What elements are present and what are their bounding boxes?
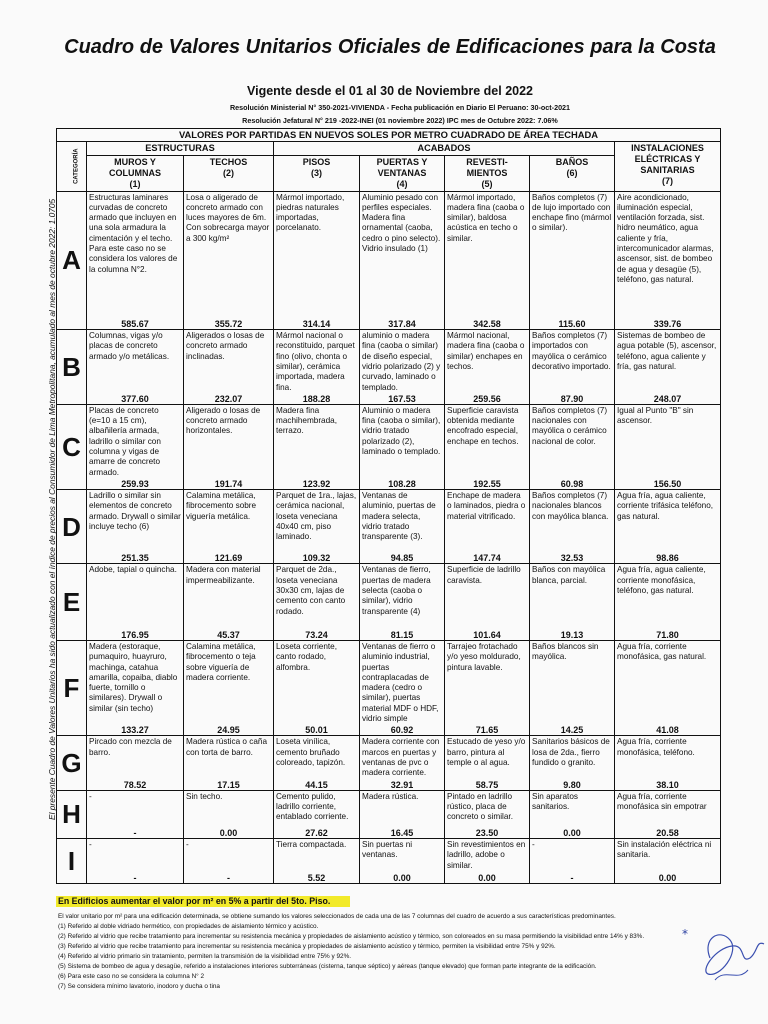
cell-description: Aligerado o losas de concreto armado horizontales. xyxy=(184,404,274,479)
signature-stamp xyxy=(680,918,768,994)
cell-description: Ventanas de fierro o aluminio industrial, puertas contraplacadas de madera (cedro o similar), puertas material MDF o HDF, vidrio simple xyxy=(360,640,445,725)
cell-value: 167.53 xyxy=(360,394,445,405)
resolution-ministerial: Resolución Ministerial N° 350-2021-VIVIENDA - Fecha publicación en Diario El Peruano: 30-oct-2021 xyxy=(229,103,571,112)
cell-description: Sin instalación eléctrica ni sanitaria. xyxy=(615,839,721,873)
column-header: BAÑOS (6) xyxy=(530,155,615,191)
footnote-line: (5) Sistema de bombeo de agua y desagüe, referido a instalaciones interiores subterráneas (cisterna, tanque séptico) y aéreas (tanque elevado) que forman parte integrante de la edificación. xyxy=(58,963,597,970)
cell-description: Igual al Punto "B" sin ascensor. xyxy=(615,404,721,479)
cell-description: Madera rústica. xyxy=(360,790,445,828)
cell-description: Aluminio o madera fina (caoba o similar), vidrio tratado polarizado (2), laminado o templado. xyxy=(360,404,445,479)
cell-value: 191.74 xyxy=(184,479,274,490)
cell-value: 232.07 xyxy=(184,394,274,405)
cell-value: - xyxy=(87,873,184,884)
cell-description: Parquet de 1ra., lajas, cerámica nacional, loseta veneciana 40x40 cm, piso laminado. xyxy=(274,489,360,553)
cell-description: Aligerados o losas de concreto armado inclinadas. xyxy=(184,330,274,394)
footnote-line: (2) Referido al vidrio que recibe tratamiento para incrementar su resistencia mecánica y propiedades de aislamiento acústico y térmico, son coloreados en su masa permitiendo la visibilidad entre 14% y 83%. xyxy=(58,933,645,940)
cell-value: 44.15 xyxy=(274,780,360,791)
cell-value: 156.50 xyxy=(615,479,721,490)
cell-value: 0.00 xyxy=(184,828,274,839)
cell-value: 115.60 xyxy=(530,319,615,330)
cell-description: Sin aparatos sanitarios. xyxy=(530,790,615,828)
cell-description: Madera (estoraque, pumaquiro, huayruro, machinga, catahua amarilla, copaiba, diablo fuerte, tornillo o similares). Drywall o similar (sin techo) xyxy=(87,640,184,725)
cell-value: 0.00 xyxy=(445,873,530,884)
cell-value: 133.27 xyxy=(87,725,184,736)
cell-description: Columnas, vigas y/o placas de concreto armado y/o metálicas. xyxy=(87,330,184,394)
cell-description: Agua fría, agua caliente, corriente monofásica, teléfono, gas natural. xyxy=(615,564,721,630)
cell-value: 342.58 xyxy=(445,319,530,330)
cell-description: Agua fría, corriente monofásica, teléfono. xyxy=(615,736,721,780)
side-note xyxy=(33,198,57,820)
cell-value: 9.80 xyxy=(530,780,615,791)
cell-value: 60.92 xyxy=(360,725,445,736)
cell-description: aluminio o madera fina (caoba o similar) de diseño especial, vidrio polarizado (2) y curvado, laminado o templado. xyxy=(360,330,445,394)
cell-description: Agua fría, corriente monofásica, gas natural. xyxy=(615,640,721,725)
cell-value: 60.98 xyxy=(530,479,615,490)
cell-value: 147.74 xyxy=(445,553,530,564)
cell-value: 78.52 xyxy=(87,780,184,791)
cell-value: 38.10 xyxy=(615,780,721,791)
cell-value: 109.32 xyxy=(274,553,360,564)
cell-value: 17.15 xyxy=(184,780,274,791)
cell-description: Aire acondicionado, iluminación especial, ventilación forzada, sist. hidro neumático, agua caliente y fría, intercomunicador alarmas, ascensor, sist. de bombeo de agua y desagüe (5), teléfono, gas natural. xyxy=(615,191,721,319)
cell-value: 355.72 xyxy=(184,319,274,330)
cell-value: - xyxy=(530,873,615,884)
cell-description: Superficie de ladrillo caravista. xyxy=(445,564,530,630)
cell-description: Sin revestimientos en ladrillo, adobe o similar. xyxy=(445,839,530,873)
cell-value: - xyxy=(87,828,184,839)
cell-value: 101.64 xyxy=(445,630,530,641)
cell-value: 248.07 xyxy=(615,394,721,405)
cell-description: Sistemas de bombeo de agua potable (5), ascensor, teléfono, agua caliente y fría, gas natural. xyxy=(615,330,721,394)
group-acabados: ACABADOS xyxy=(274,142,615,155)
cell-value: 314.14 xyxy=(274,319,360,330)
cell-description: Madera corriente con marcos en puertas y ventanas de pvc o madera corriente. xyxy=(360,736,445,780)
cell-description: Agua fría, corriente monofásica sin empotrar xyxy=(615,790,721,828)
cell-value: 41.08 xyxy=(615,725,721,736)
cell-description: Baños con mayólica blanca, parcial. xyxy=(530,564,615,630)
cell-value: 27.62 xyxy=(274,828,360,839)
cell-description: Adobe, tapial o quincha. xyxy=(87,564,184,630)
cell-description: Superficie caravista obtenida mediante encofrado especial, enchape en techos. xyxy=(445,404,530,479)
cell-value: 5.52 xyxy=(274,873,360,884)
cell-value: 192.55 xyxy=(445,479,530,490)
cell-description: Madera fina machihembrada, terrazo. xyxy=(274,404,360,479)
cell-value: - xyxy=(184,873,274,884)
category-letter: F xyxy=(57,640,87,735)
category-letter: A xyxy=(57,191,87,330)
cell-description: Baños blancos sin mayólica. xyxy=(530,640,615,725)
side-note-text: El presente Cuadro de Valores Unitarios ha sido actualizado con el índice de precios al Consumidor de Lima Metropolitana, acumulado al mes de octubre 2022: 1.0705 xyxy=(47,198,57,820)
cell-value: 0.00 xyxy=(360,873,445,884)
cell-value: 108.28 xyxy=(360,479,445,490)
cell-value: 123.92 xyxy=(274,479,360,490)
cell-value: 32.91 xyxy=(360,780,445,791)
floor-increase-note: En Edificios aumentar el valor por m² en 5% a partir del 5to. Piso. xyxy=(56,896,350,907)
cell-value: 121.69 xyxy=(184,553,274,564)
cell-description: Loseta corriente, canto rodado, alfombra. xyxy=(274,640,360,725)
cell-description: Mármol nacional o reconstituido, parquet fino (olivo, chonta o similar), cerámica importada, madera fina. xyxy=(274,330,360,394)
cell-description: Cemento pulido, ladrillo corriente, entablado corriente. xyxy=(274,790,360,828)
cell-value: 73.24 xyxy=(274,630,360,641)
cell-description: Ventanas de aluminio, puertas de madera selecta, vidrio tratado transparente (3). xyxy=(360,489,445,553)
cell-value: 71.65 xyxy=(445,725,530,736)
cell-description: - xyxy=(87,790,184,828)
cell-description: Sin puertas ni ventanas. xyxy=(360,839,445,873)
cell-description: Pircado con mezcla de barro. xyxy=(87,736,184,780)
cell-description: - xyxy=(87,839,184,873)
cell-description: Parquet de 2da., loseta veneciana 30x30 cm, lajas de cemento con canto rodado. xyxy=(274,564,360,630)
footnote-line: (4) Referido al vidrio primario sin tratamiento, permiten la transmisión de la visibilidad entre 75% y 92%. xyxy=(58,953,352,960)
cell-value: 259.56 xyxy=(445,394,530,405)
resolution-jefatural: Resolución Jefatural N° 219 -2022-INEI (01 noviembre 2022) IPC mes de Octubre 2022: 7.06% xyxy=(242,116,558,125)
category-letter: D xyxy=(57,489,87,564)
cell-description: Baños completos (7) nacionales con mayólica o cerámico nacional de color. xyxy=(530,404,615,479)
cell-description: - xyxy=(530,839,615,873)
cell-value: 14.25 xyxy=(530,725,615,736)
cell-value: 45.37 xyxy=(184,630,274,641)
cell-description: Estructuras laminares curvadas de concreto armado que incluyen en una sola armadura la cimentación y el techo. Para este caso no se considera los valores de la columna N°2. xyxy=(87,191,184,319)
column-header: INSTALACIONES ELÉCTRICAS Y SANITARIAS (7) xyxy=(615,142,721,191)
cell-description: - xyxy=(184,839,274,873)
table-top-header: VALORES POR PARTIDAS EN NUEVOS SOLES POR METRO CUADRADO DE ÁREA TECHADA xyxy=(57,129,721,142)
cell-description: Aluminio pesado con perfiles especiales. Madera fina ornamental (caoba, cedro o pino selecto). Vidrio insulado (1) xyxy=(360,191,445,319)
cell-description: Placas de concreto (e=10 a 15 cm), albañilería armada, ladrillo o similar con columna y vigas de amarre de concreto armado. xyxy=(87,404,184,479)
column-header: PUERTAS Y VENTANAS (4) xyxy=(360,155,445,191)
cell-value: 188.28 xyxy=(274,394,360,405)
cell-value: 87.90 xyxy=(530,394,615,405)
cell-value: 58.75 xyxy=(445,780,530,791)
column-header: PISOS (3) xyxy=(274,155,360,191)
cell-value: 71.80 xyxy=(615,630,721,641)
cell-description: Tarrajeo frotachado y/o yeso moldurado, pintura lavable. xyxy=(445,640,530,725)
cell-description: Agua fría, agua caliente, corriente trifásica teléfono, gas natural. xyxy=(615,489,721,553)
footnote-line: (6) Para este caso no se considera la columna N° 2 xyxy=(58,973,205,980)
cell-value: 19.13 xyxy=(530,630,615,641)
cell-value: 16.45 xyxy=(360,828,445,839)
cell-description: Sanitarios básicos de losa de 2da., fierro fundido o granito. xyxy=(530,736,615,780)
category-letter: H xyxy=(57,790,87,839)
cell-value: 20.58 xyxy=(615,828,721,839)
cell-description: Tierra compactada. xyxy=(274,839,360,873)
footnotes xyxy=(58,912,718,992)
cell-description: Mármol nacional, madera fina (caoba o similar) enchapes en techos. xyxy=(445,330,530,394)
column-header: REVESTI-MIENTOS (5) xyxy=(445,155,530,191)
cell-description: Ventanas de fierro, puertas de madera selecta (caoba o similar), vidrio transparente (4) xyxy=(360,564,445,630)
column-header: TECHOS (2) xyxy=(184,155,274,191)
cell-value: 0.00 xyxy=(615,873,721,884)
cell-value: 24.95 xyxy=(184,725,274,736)
footnote-line: (1) Referido al doble vidriado hermético, con propiedades de aislamiento térmico y acústico. xyxy=(58,923,319,930)
cell-description: Mármol importado, piedras naturales importadas, porcelanato. xyxy=(274,191,360,319)
category-letter: B xyxy=(57,330,87,405)
cell-description: Estucado de yeso y/o barro, pintura al temple o al agua. xyxy=(445,736,530,780)
cell-value: 585.67 xyxy=(87,319,184,330)
category-letter: C xyxy=(57,404,87,489)
cell-description: Calamina metálica, fibrocemento sobre viguería metálica. xyxy=(184,489,274,553)
cell-value: 81.15 xyxy=(360,630,445,641)
cell-description: Losa o aligerado de concreto armado con luces mayores de 6m. Con sobrecarga mayor a 300 kg/m² xyxy=(184,191,274,319)
cell-value: 23.50 xyxy=(445,828,530,839)
cell-value: 50.01 xyxy=(274,725,360,736)
cell-value: 377.60 xyxy=(87,394,184,405)
cell-description: Madera con material impermeabilizante. xyxy=(184,564,274,630)
category-letter: G xyxy=(57,736,87,790)
category-letter: E xyxy=(57,564,87,641)
cell-value: 94.85 xyxy=(360,553,445,564)
cell-value: 259.93 xyxy=(87,479,184,490)
cell-description: Mármol importado, madera fina (caoba o similar), baldosa acústica en techo o similar. xyxy=(445,191,530,319)
cell-value: 98.86 xyxy=(615,553,721,564)
cell-description: Calamina metálica, fibrocemento o teja sobre viguería de madera corriente. xyxy=(184,640,274,725)
cell-value: 0.00 xyxy=(530,828,615,839)
cell-description: Baños completos (7) importados con mayólica o cerámico decorativo importado. xyxy=(530,330,615,394)
category-letter: I xyxy=(57,839,87,884)
group-estructuras: ESTRUCTURAS xyxy=(87,142,274,155)
cell-value: 317.84 xyxy=(360,319,445,330)
column-header: MUROS Y COLUMNAS (1) xyxy=(87,155,184,191)
cell-value: 251.35 xyxy=(87,553,184,564)
footnote-line: (3) Referido al vidrio que recibe tratamiento para incrementar su resistencia mecánica y propiedades de aislamiento acústico y térmico, permiten la visibilidad entre 75% y 92%. xyxy=(58,943,556,950)
category-header: CATEGORÍA xyxy=(57,142,87,191)
cell-description: Baños completos (7) de lujo importado con enchape fino (mármol o similar). xyxy=(530,191,615,319)
cell-description: Madera rústica o caña con torta de barro. xyxy=(184,736,274,780)
cell-description: Baños completos (7) nacionales blancos con mayólica blanca. xyxy=(530,489,615,553)
cell-description: Loseta vinílica, cemento bruñado coloreado, tapizón. xyxy=(274,736,360,780)
validity-subtitle: Vigente desde el 01 al 30 de Noviembre del 2022 xyxy=(246,84,534,98)
document-title: Cuadro de Valores Unitarios Oficiales de Edificaciones para la Costa xyxy=(64,36,716,58)
cell-value: 339.76 xyxy=(615,319,721,330)
cell-description: Pintado en ladrillo rústico, placa de concreto o similar. xyxy=(445,790,530,828)
cell-value: 32.53 xyxy=(530,553,615,564)
svg-text:*: * xyxy=(682,927,688,941)
values-table xyxy=(56,128,721,884)
footnote-line: (7) Se considera mínimo lavatorio, inodoro y ducha o tina xyxy=(58,983,220,990)
footnote-line: El valor unitario por m² para una edificación determinada, se obtiene sumando los valores seleccionados de cada una de las 7 columnas del cuadro de acuerdo a sus características predominantes. xyxy=(58,913,616,920)
cell-description: Enchape de madera o laminados, piedra o material vitrificado. xyxy=(445,489,530,553)
cell-description: Ladrillo o similar sin elementos de concreto armado. Drywall o similar incluye techo (6) xyxy=(87,489,184,553)
cell-value: 176.95 xyxy=(87,630,184,641)
cell-description: Sin techo. xyxy=(184,790,274,828)
